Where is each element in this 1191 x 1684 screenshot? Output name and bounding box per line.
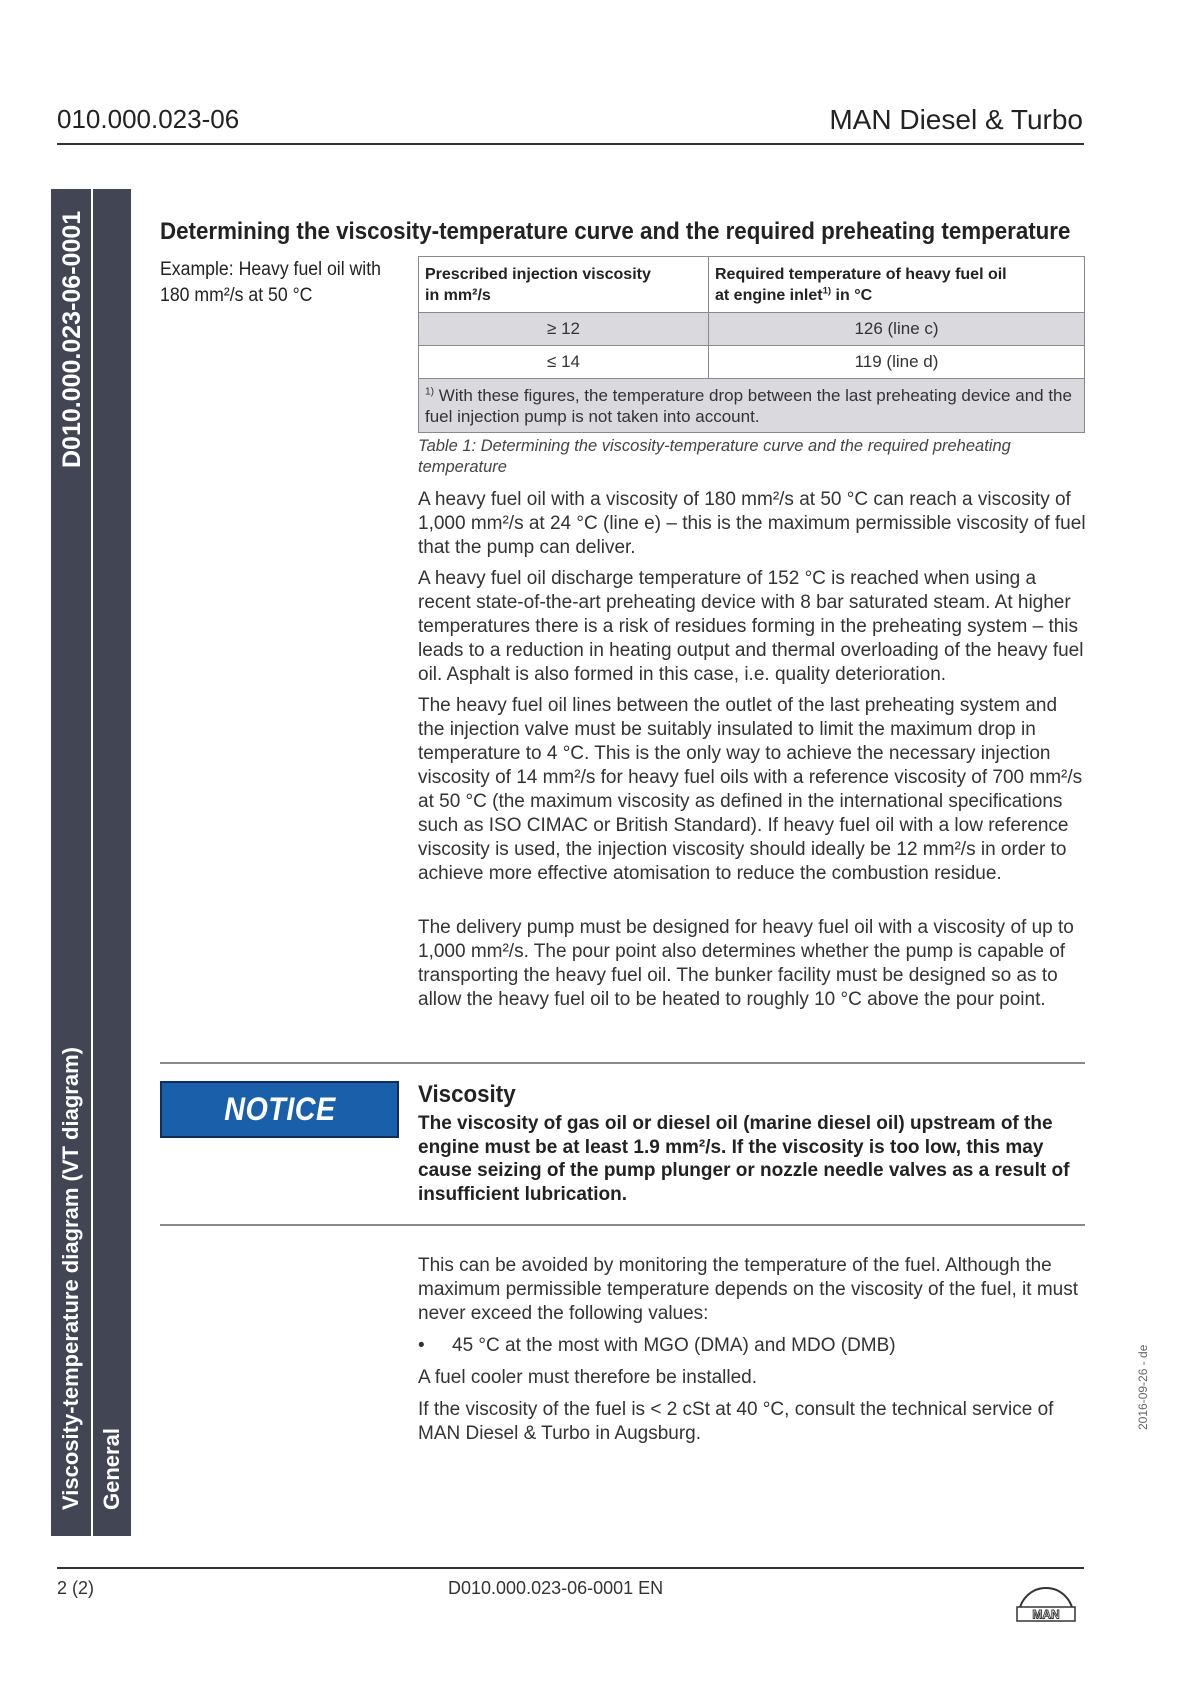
notice-text: The viscosity of gas oil or diesel oil (marine diesel oil) upstream of the engine must be at least 1.9 mm²/s. If the viscosity is too low, this may cause seizing of the pump plunger or nozzle needle valves as a result of insufficient lubrication. <box>418 1113 1070 1205</box>
table-header-viscosity: Prescribed injection viscosity in mm²/s <box>419 257 709 313</box>
header-doc-number: 010.000.023-06 <box>57 104 240 134</box>
paragraph-1: A heavy fuel oil with a viscosity of 180 mm²/s at 50 °C can reach a viscosity of 1,000 mm²/s at 24 °C (line e) – this is the maximum permissible viscosity of fuel that the pump can deliver. <box>418 489 1086 558</box>
footer-doc-id: D010.000.023-06-0001 EN <box>448 1578 664 1598</box>
section-title: Determining the viscosity-temperature curve and the required preheating temperature <box>160 218 1071 245</box>
paragraph-4: The delivery pump must be designed for heavy fuel oil with a viscosity of up to 1,000 mm²/s. The pour point also determines whether the pump is capable of transporting the heavy fuel oil. The bunker facility must be designed so as to allow the heavy fuel oil to be heated to roughly 10 °C above the pour point. <box>418 917 1074 1010</box>
sidebar-doc-id: D010.000.023-06-0001 <box>58 210 86 468</box>
paragraph-2: A heavy fuel oil discharge temperature of 152 °C is reached when using a recent state-of-the-art preheating device with 8 bar saturated steam. At higher temperatures there is a risk of residues forming in the preheating system – this leads to a reduction in heating output and thermal overloading of the heavy fuel oil. Asphalt is also formed in this case, i.e. quality deterioration. <box>418 568 1084 685</box>
table-cell-temperature: 126 (line c) <box>709 313 1085 346</box>
paragraph-6: A fuel cooler must therefore be installed. <box>418 1367 758 1388</box>
table-footnote: $^{1)}$ With these figures, the temperature drop between the last preheating device and the fuel injection pump is not taken into account. <box>419 379 1085 433</box>
table-footnote-row <box>419 379 1085 433</box>
table-cell-temperature: 119 (line d) <box>709 346 1085 379</box>
sidebar-title: Viscosity-temperature diagram (VT diagram) <box>58 1047 83 1510</box>
viscosity-table <box>418 256 1085 433</box>
margin-date: 2016-09-26 - de <box>1136 1344 1150 1430</box>
bullet-text: 45 °C at the most with MGO (DMA) and MDO (DMB) <box>452 1335 896 1356</box>
table-row <box>419 346 1085 379</box>
man-logo-icon <box>1013 1585 1079 1625</box>
table-row <box>419 313 1085 346</box>
table-cell-viscosity: ≥ 12 <box>419 313 709 346</box>
footer-page-number: 2 (2) <box>57 1578 95 1598</box>
header-rule <box>57 143 1084 145</box>
paragraph-5: This can be avoided by monitoring the temperature of the fuel. Although the maximum permissible temperature depends on the viscosity of the fuel, it must never exceed the following values: <box>418 1255 1079 1324</box>
sidebar-divider <box>91 189 93 1536</box>
notice-label: NOTICE <box>223 1091 336 1127</box>
header-company: MAN Diesel & Turbo <box>829 104 1083 135</box>
notice-badge <box>160 1081 399 1138</box>
notice-bottom-rule <box>160 1224 1085 1226</box>
logo-text: MAN <box>1032 1607 1060 1622</box>
table-cell-viscosity: ≤ 14 <box>419 346 709 379</box>
paragraph-7: If the viscosity of the fuel is < 2 cSt at 40 °C, consult the technical service of MAN Diesel & Turbo in Augsburg. <box>418 1399 1054 1444</box>
table-header-temperature: Required temperature of heavy fuel oil at engine inlet$^{1)}$ in °C <box>709 257 1085 313</box>
table-caption: Table 1: Determining the viscosity-temperature curve and the required preheating temperature <box>418 437 1011 476</box>
paragraph-3: The heavy fuel oil lines between the outlet of the last preheating system and the injection valve must be suitably insulated to limit the maximum drop in temperature to 4 °C. This is the only way to achieve the necessary injection viscosity of 14 mm²/s for heavy fuel oils with a reference viscosity of 700 mm²/s at 50 °C (the maximum viscosity as defined in the international specifications such as ISO CIMAC or British Standard). If heavy fuel oil with a low reference viscosity is used, the injection viscosity should ideally be 12 mm²/s in order to achieve more effective atomisation to reduce the combustion residue. <box>418 695 1083 884</box>
example-label: Example: Heavy fuel oil with 180 mm²/s at 50 °C <box>160 259 381 306</box>
notice-title: Viscosity <box>418 1081 516 1108</box>
table-header-row <box>419 257 1085 313</box>
sidebar-category: General <box>99 1428 124 1510</box>
footer-rule <box>57 1567 1084 1569</box>
notice-top-rule <box>160 1062 1085 1064</box>
bullet-marker: • <box>418 1335 425 1356</box>
